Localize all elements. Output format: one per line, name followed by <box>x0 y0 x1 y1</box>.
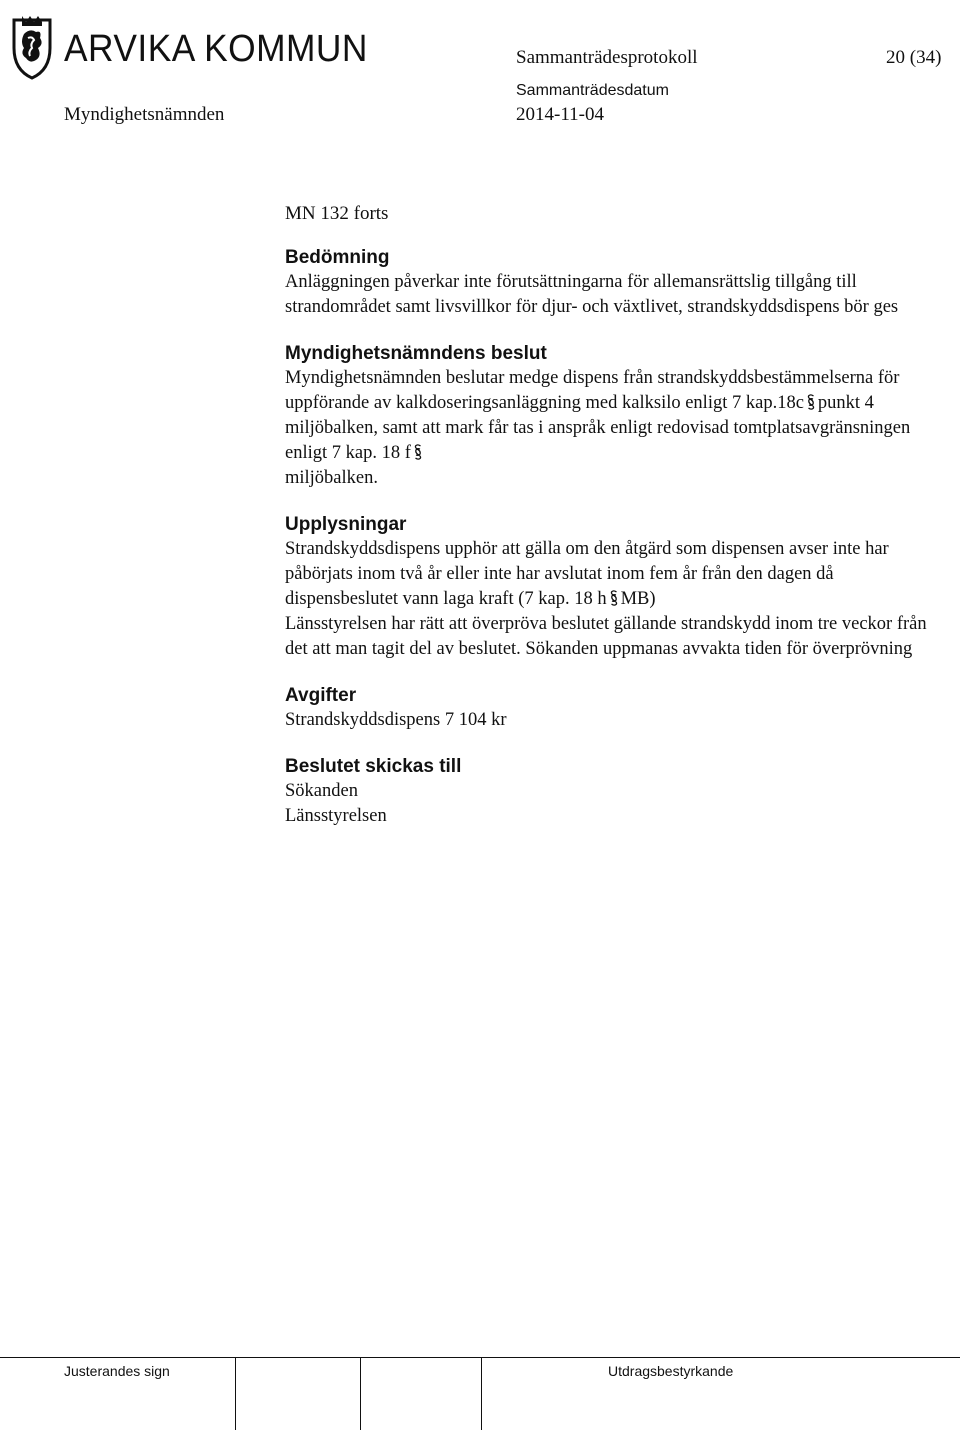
section-sign-icon <box>413 443 423 459</box>
heading-skickas: Beslutet skickas till <box>285 756 462 777</box>
coat-of-arms-icon <box>8 14 56 82</box>
heading-bedomning: Bedömning <box>285 247 390 268</box>
document-type: Sammanträdesprotokoll <box>516 47 698 68</box>
text-beslut-part2: punkt 4 miljöbalken, samt att mark får tas i anspråk enligt redovisad tomtplatsavgränsningen enligt 7 kap. 18 f <box>285 393 911 463</box>
brand-name: ARVIKA KOMMUN <box>64 28 368 70</box>
section-sign-icon <box>806 393 816 409</box>
meeting-date-label: Sammanträdesdatum <box>516 82 669 99</box>
paragraph-reference: MN 132 forts <box>285 203 389 224</box>
heading-avgifter: Avgifter <box>285 685 357 706</box>
utdragsbestyrkande-label: Utdragsbestyrkande <box>608 1363 734 1379</box>
text-avgifter: Strandskyddsdispens 7 104 kr <box>285 710 507 730</box>
text-upplysningar-part1: Strandskyddsdispens upphör att gälla om den åtgärd som dispensen avser inte har påbörjats inom två år eller inte har avslutat inom fem år från den dagen då dispensbeslutet vann laga kraft (7 kap. 18 h <box>285 539 889 609</box>
meeting-date-value: 2014-11-04 <box>516 104 604 125</box>
text-beslut-part3: miljöbalken. <box>285 468 378 488</box>
text-upplysningar-part2: MB) <box>620 589 656 609</box>
text-beslut-part1: Myndighetsnämnden beslutar medge dispens från strandskyddsbestämmelserna för uppförande av kalkdoseringsanläggning med kalksilo enligt 7 kap.18c <box>285 368 900 413</box>
heading-beslut: Myndighetsnämndens beslut <box>285 343 547 364</box>
heading-upplysningar: Upplysningar <box>285 514 407 535</box>
protocol-body <box>285 201 950 829</box>
page-number: 20 (34) <box>886 47 942 68</box>
text-upplysningar-2: Länsstyrelsen har rätt att överpröva beslutet gällande strandskydd inom tre veckor från det att man tagit del av beslutet. Sökanden uppmanas avvakta tiden för överprövning <box>285 614 927 659</box>
signature-box-divider <box>481 1357 482 1430</box>
text-beslut <box>285 366 950 491</box>
justerandes-sign-label: Justerandes sign <box>64 1363 170 1379</box>
signature-box-divider <box>360 1357 361 1430</box>
signature-box-divider <box>235 1357 236 1430</box>
department-name: Myndighetsnämnden <box>64 104 225 125</box>
recipient-item: Länsstyrelsen <box>285 806 387 826</box>
section-sign-icon <box>609 589 619 605</box>
text-bedomning: Anläggningen påverkar inte förutsättningarna för allemansrättslig tillgång till strandområdet samt livsvillkor för djur- och växtlivet, strandskyddsdispens bör ges <box>285 272 899 317</box>
recipient-item: Sökanden <box>285 781 358 801</box>
text-upplysningar <box>285 537 950 612</box>
footer-divider <box>0 1357 960 1358</box>
